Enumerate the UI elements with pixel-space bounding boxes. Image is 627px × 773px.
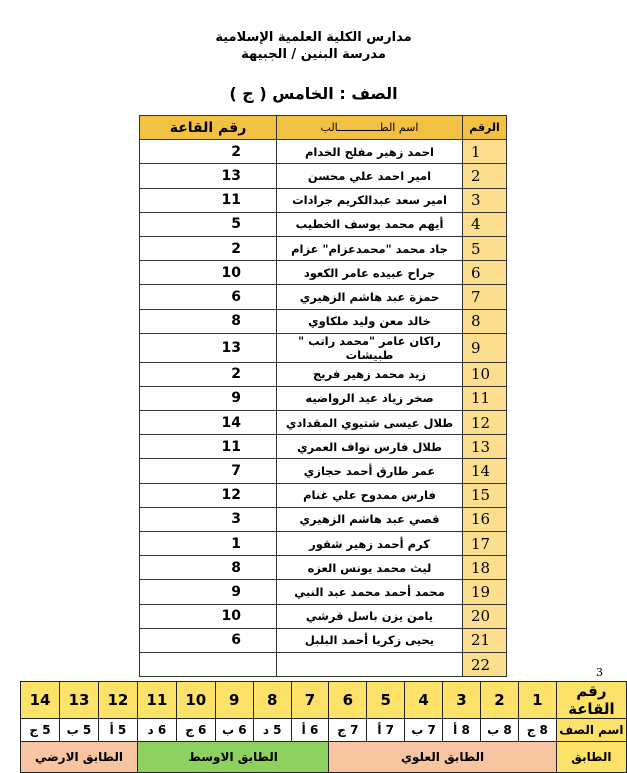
student-name: خالد معن وليد ملكاوي bbox=[277, 309, 463, 333]
floor-ground: الطابق الارضي bbox=[21, 742, 138, 773]
student-row bbox=[140, 333, 507, 362]
student-name: امير احمد علي محسن bbox=[277, 164, 463, 188]
summary-room-cell: 14 bbox=[21, 682, 60, 719]
summary-class-cell: 7 أ bbox=[367, 719, 405, 742]
summary-row-rooms bbox=[21, 682, 627, 719]
summary-room-cell: 6 bbox=[329, 682, 367, 719]
student-room: 12 bbox=[140, 483, 277, 507]
summary-room-cell: 8 bbox=[253, 682, 291, 719]
summary-room-cell: 9 bbox=[215, 682, 253, 719]
student-number: 17 bbox=[463, 532, 507, 556]
student-row bbox=[140, 483, 507, 507]
student-row bbox=[140, 507, 507, 531]
summary-label-class: اسم الصف bbox=[556, 719, 626, 742]
summary-room-cell: 11 bbox=[137, 682, 176, 719]
student-name: راكان عامر "محمد راتب " طبيشات bbox=[277, 333, 463, 362]
student-number: 2 bbox=[463, 164, 507, 188]
student-number: 3 bbox=[463, 188, 507, 212]
student-room: 2 bbox=[140, 140, 277, 164]
summary-class-cell: 6 أ bbox=[291, 719, 329, 742]
student-number: 5 bbox=[463, 236, 507, 260]
student-row bbox=[140, 411, 507, 435]
student-room: 9 bbox=[140, 580, 277, 604]
summary-class-cell: 7 ب bbox=[405, 719, 443, 742]
student-row bbox=[140, 459, 507, 483]
student-row bbox=[140, 386, 507, 410]
student-name: جاد محمد "محمدعزام" عزام bbox=[277, 236, 463, 260]
summary-class-cell: 5 أ bbox=[98, 719, 137, 742]
student-name: صخر زياد عيد الرواضيه bbox=[277, 386, 463, 410]
student-row bbox=[140, 188, 507, 212]
student-room bbox=[140, 652, 277, 676]
summary-room-cell: 4 bbox=[405, 682, 443, 719]
student-room: 11 bbox=[140, 435, 277, 459]
student-name: ليث محمد يونس العزه bbox=[277, 556, 463, 580]
student-row bbox=[140, 652, 507, 676]
student-number: 6 bbox=[463, 261, 507, 285]
summary-room-cell: 1 bbox=[518, 682, 556, 719]
student-room: 13 bbox=[140, 164, 277, 188]
student-number: 11 bbox=[463, 386, 507, 410]
student-number: 9 bbox=[463, 333, 507, 362]
student-number: 12 bbox=[463, 411, 507, 435]
student-row bbox=[140, 236, 507, 260]
student-row bbox=[140, 140, 507, 164]
student-number: 1 bbox=[463, 140, 507, 164]
student-room: 13 bbox=[140, 333, 277, 362]
summary-room-cell: 7 bbox=[291, 682, 329, 719]
summary-class-cell: 5 د bbox=[253, 719, 291, 742]
student-number: 16 bbox=[463, 507, 507, 531]
student-name: زيد محمد زهير فريج bbox=[277, 362, 463, 386]
student-number: 4 bbox=[463, 212, 507, 236]
summary-class-cell: 6 د bbox=[137, 719, 176, 742]
student-number: 15 bbox=[463, 483, 507, 507]
summary-class-cell: 7 ج bbox=[329, 719, 367, 742]
students-table bbox=[139, 115, 507, 677]
summary-row-classes bbox=[21, 719, 627, 742]
student-room: 1 bbox=[140, 532, 277, 556]
student-name: طلال فارس نواف العمري bbox=[277, 435, 463, 459]
student-room: 5 bbox=[140, 212, 277, 236]
summary-label-floor: الطابق bbox=[556, 742, 626, 773]
student-name: قصي عبد هاشم الزهيري bbox=[277, 507, 463, 531]
student-room: 8 bbox=[140, 309, 277, 333]
student-name: حمزة عبد هاشم الزهيري bbox=[277, 285, 463, 309]
student-name: كرم أحمد زهير شقور bbox=[277, 532, 463, 556]
student-number: 14 bbox=[463, 459, 507, 483]
student-number: 18 bbox=[463, 556, 507, 580]
student-room: 9 bbox=[140, 386, 277, 410]
summary-class-cell: 8 أ bbox=[443, 719, 481, 742]
student-name bbox=[277, 652, 463, 676]
student-row bbox=[140, 285, 507, 309]
student-name: جراح عبيده عامر الكعود bbox=[277, 261, 463, 285]
column-header-number: الرقم bbox=[463, 116, 507, 140]
student-row bbox=[140, 261, 507, 285]
summary-room-cell: 13 bbox=[60, 682, 99, 719]
page-number: 3 bbox=[596, 666, 603, 679]
student-name: يحيى زكريا أحمد البلبل bbox=[277, 628, 463, 652]
student-name: طلال عيسى شتيوي المقدادي bbox=[277, 411, 463, 435]
student-number: 8 bbox=[463, 309, 507, 333]
summary-class-cell: 8 ب bbox=[480, 719, 518, 742]
student-row bbox=[140, 628, 507, 652]
student-room: 7 bbox=[140, 459, 277, 483]
floor-middle: الطابق الاوسط bbox=[137, 742, 329, 773]
student-row bbox=[140, 309, 507, 333]
student-number: 13 bbox=[463, 435, 507, 459]
student-number: 20 bbox=[463, 604, 507, 628]
student-room: 14 bbox=[140, 411, 277, 435]
floor-upper: الطابق العلوي bbox=[329, 742, 556, 773]
summary-class-cell: 6 ب bbox=[215, 719, 253, 742]
student-name: أيهم محمد يوسف الخطيب bbox=[277, 212, 463, 236]
student-number: 10 bbox=[463, 362, 507, 386]
column-header-room-number: رقم القاعة bbox=[140, 116, 277, 140]
students-table-header bbox=[140, 116, 507, 140]
student-room: 2 bbox=[140, 362, 277, 386]
student-row bbox=[140, 532, 507, 556]
student-name: محمد أحمد محمد عبد النبي bbox=[277, 580, 463, 604]
summary-class-cell: 5 ب bbox=[60, 719, 99, 742]
summary-room-cell: 2 bbox=[480, 682, 518, 719]
student-number: 7 bbox=[463, 285, 507, 309]
summary-label-room: رقم القاعة bbox=[556, 682, 626, 719]
summary-class-cell: 5 ج bbox=[21, 719, 60, 742]
column-header-student-name: اسم الطـــــــــــــالب bbox=[277, 116, 463, 140]
branch-name: مدرسة البنين / الجبيهة bbox=[241, 47, 386, 62]
student-row bbox=[140, 164, 507, 188]
summary-class-cell: 8 ج bbox=[518, 719, 556, 742]
student-row bbox=[140, 580, 507, 604]
student-number: 21 bbox=[463, 628, 507, 652]
student-name: فارس ممدوح علي غنام bbox=[277, 483, 463, 507]
student-room: 3 bbox=[140, 507, 277, 531]
student-row bbox=[140, 435, 507, 459]
student-name: يامن يزن باسل قرشي bbox=[277, 604, 463, 628]
summary-room-cell: 5 bbox=[367, 682, 405, 719]
student-name: عمر طارق أحمد حجازي bbox=[277, 459, 463, 483]
student-room: 2 bbox=[140, 236, 277, 260]
student-room: 10 bbox=[140, 261, 277, 285]
class-title: الصف : الخامس ( ج ) bbox=[229, 84, 398, 103]
student-room: 11 bbox=[140, 188, 277, 212]
student-name: احمد زهير مفلح الخدام bbox=[277, 140, 463, 164]
student-room: 10 bbox=[140, 604, 277, 628]
summary-class-cell: 6 ج bbox=[176, 719, 215, 742]
student-name: امير سعد عبدالكريم جرادات bbox=[277, 188, 463, 212]
summary-room-cell: 3 bbox=[443, 682, 481, 719]
school-name: مدارس الكلية العلمية الإسلامية bbox=[215, 30, 412, 45]
summary-room-cell: 12 bbox=[98, 682, 137, 719]
student-room: 6 bbox=[140, 285, 277, 309]
student-number: 19 bbox=[463, 580, 507, 604]
student-row bbox=[140, 212, 507, 236]
student-room: 8 bbox=[140, 556, 277, 580]
student-row bbox=[140, 604, 507, 628]
student-number: 22 bbox=[463, 652, 507, 676]
summary-room-cell: 10 bbox=[176, 682, 215, 719]
student-row bbox=[140, 362, 507, 386]
student-room: 6 bbox=[140, 628, 277, 652]
student-row bbox=[140, 556, 507, 580]
room-assignment-summary bbox=[20, 681, 627, 773]
